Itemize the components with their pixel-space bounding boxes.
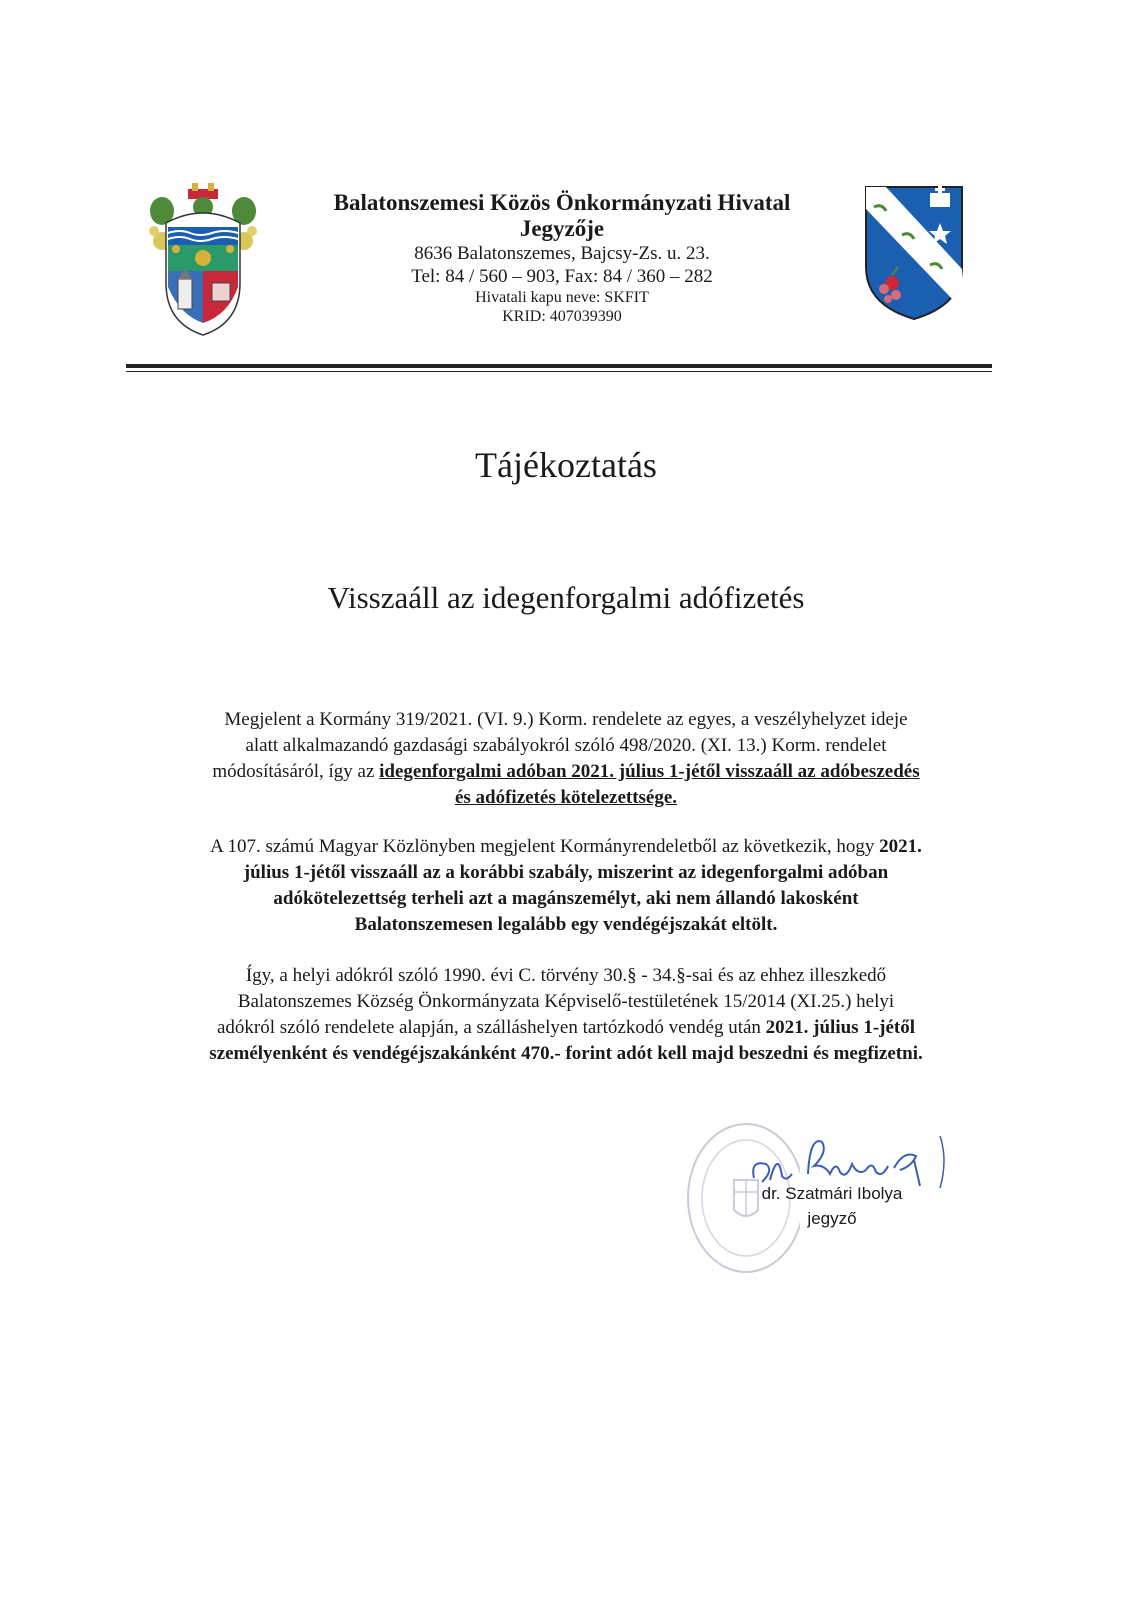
paragraph-2: [140, 834, 992, 938]
paragraph-3-date: 2021. július 1-jétől: [765, 1017, 916, 1038]
paragraph-1: [140, 707, 992, 811]
paragraph-2-line-1: [140, 834, 992, 860]
paragraph-1-emphasis-end: és adófizetés kötelezettsége.: [454, 787, 678, 808]
paragraph-2-date: 2021.: [879, 836, 922, 857]
paragraph-1-line-3: [140, 759, 992, 785]
paragraph-3-line-1: Így, a helyi adókról szóló 1990. évi C. törvény 30.§ - 34.§-sai és az ehhez illeszkedő: [245, 965, 887, 986]
paragraph-1-line-1: Megjelent a Kormány 319/2021. (VI. 9.) Korm. rendelete az egyes, a veszélyhelyzet ideje: [224, 709, 908, 730]
paragraph-2-line-3: adókötelezettség terheli azt a magánszemélyt, aki nem állandó lakosként: [273, 888, 859, 909]
paragraph-3-line-3-text: adókról szóló rendelete alapján, a szálláshelyen tartózkodó vendég után: [216, 1017, 766, 1038]
paragraph-3-line-3: [140, 1015, 992, 1041]
krid: KRID: 407039390: [502, 308, 622, 325]
paragraph-1-line-2: alatt alkalmazandó gazdasági szabályokról szóló 498/2020. (XI. 13.) Korm. rendelet: [245, 735, 887, 756]
paragraph-2-line-1-text: A 107. számú Magyar Közlönyben megjelent Kormányrendeletből az következik, hogy: [210, 836, 880, 857]
paragraph-3: [140, 963, 992, 1067]
signatory-name: dr. Szatmári Ibolya: [761, 1184, 903, 1203]
office-role: Jegyzője: [519, 216, 605, 241]
left-coat-of-arms-icon: [140, 183, 266, 339]
header-divider: [126, 364, 992, 368]
signature-block: [742, 1181, 922, 1231]
phone-fax: Tel: 84 / 560 – 903, Fax: 84 / 360 – 282: [411, 266, 713, 287]
paragraph-2-line-2: július 1-jétől visszaáll az a korábbi szabály, miszerint az idegenforgalmi adóban: [243, 862, 889, 883]
paragraph-3-line-2: Balatonszemes Község Önkormányzata Képviselő-testületének 15/2014 (XI.25.) helyi: [237, 991, 895, 1012]
office-gateway: Hivatali kapu neve: SKFIT: [475, 289, 649, 306]
signatory-role: jegyző: [807, 1209, 857, 1228]
paragraph-3-line-4: személyenként és vendégéjszakánként 470.- forint adót kell majd beszedni és megfizetni.: [209, 1043, 923, 1064]
document-title: Tájékoztatás: [475, 445, 657, 485]
letterhead: [262, 190, 862, 326]
document-subtitle: Visszaáll az idegenforgalmi adófizetés: [327, 580, 805, 615]
paragraph-1-emphasis: idegenforgalmi adóban 2021. július 1-jétől visszaáll az adóbeszedés: [379, 761, 920, 782]
paragraph-2-line-4: Balatonszemesen legalább egy vendégéjszakát eltölt.: [354, 914, 778, 935]
header-divider-thin: [126, 371, 992, 372]
right-coat-of-arms-icon: [862, 183, 966, 323]
address: 8636 Balatonszemes, Bajcsy-Zs. u. 23.: [414, 243, 710, 264]
office-name: Balatonszemesi Közös Önkormányzati Hivatal: [333, 190, 791, 215]
paragraph-1-line-3-text: módosításáról, így az: [212, 761, 380, 782]
